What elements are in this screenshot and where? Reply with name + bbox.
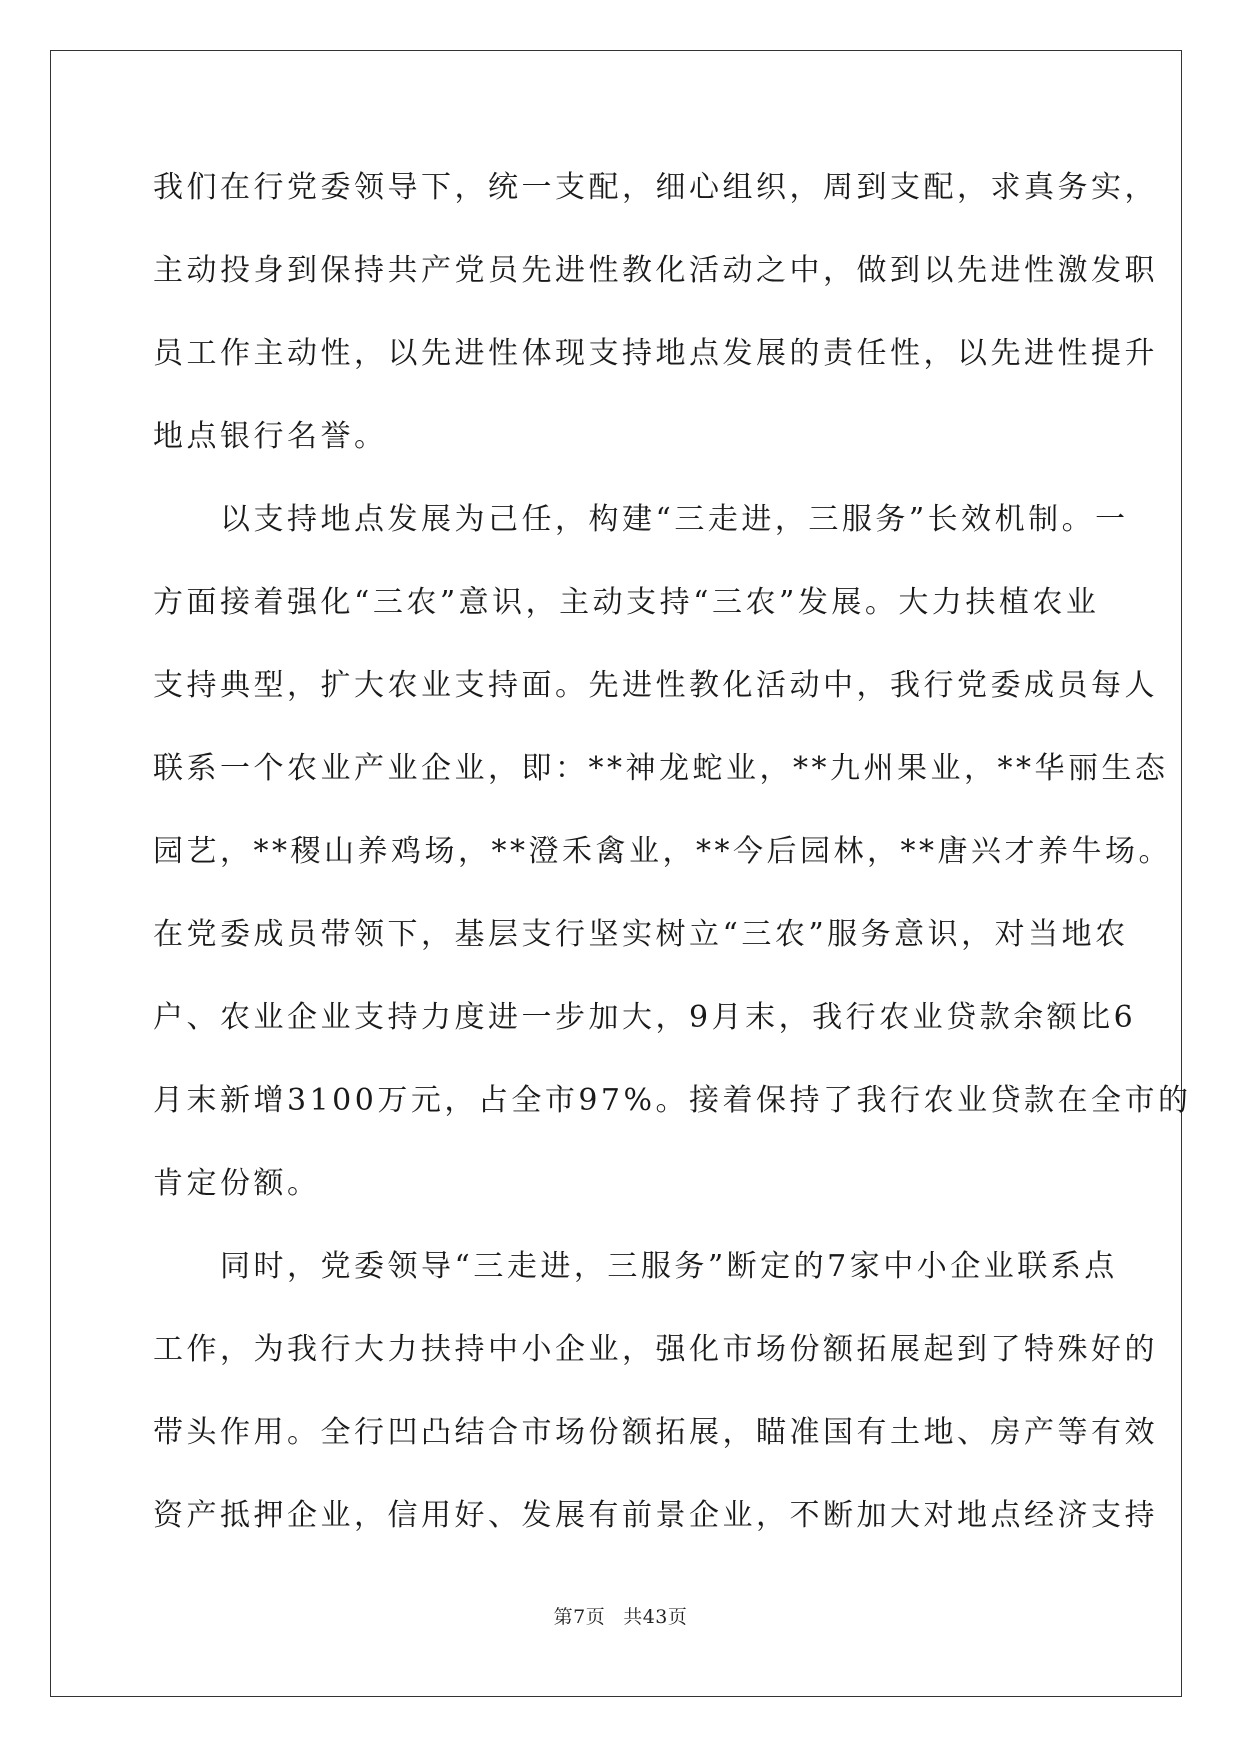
- text-line: 月末新增3100万元，占全市97%。接着保持了我行农业贷款在全市的: [153, 1083, 1192, 1118]
- page-total: 共43页: [623, 1606, 688, 1628]
- text-line: 以支持地点发展为己任，构建“三走进，三服务”长效机制。一: [153, 502, 1129, 537]
- text-line: 在党委成员带领下，基层支行坚实树立“三农”服务意识，对当地农: [153, 917, 1129, 952]
- page-footer: [0, 1602, 1241, 1629]
- text-line: 资产抵押企业，信用好、发展有前景企业，不断加大对地点经济支持: [153, 1498, 1158, 1533]
- text-line: 联系一个农业产业企业，即：**神龙蛇业，**九州果业，**华丽生态: [153, 751, 1169, 786]
- text-line: 同时，党委领导“三走进，三服务”断定的7家中小企业联系点: [153, 1249, 1118, 1284]
- page-number: 第7页: [553, 1606, 606, 1628]
- text-line: 方面接着强化“三农”意识，主动支持“三农”发展。大力扶植农业: [153, 585, 1100, 620]
- text-line: 园艺，**稷山养鸡场，**澄禾禽业，**今后园林，**唐兴才养牛场。: [153, 834, 1172, 869]
- text-line: 工作，为我行大力扶持中小企业，强化市场份额拓展起到了特殊好的: [153, 1332, 1158, 1367]
- text-line: 员工作主动性，以先进性体现支持地点发展的责任性，以先进性提升: [153, 336, 1158, 371]
- text-line: 户、农业企业支持力度进一步加大，9月末，我行农业贷款余额比6: [153, 1000, 1137, 1035]
- text-line: 主动投身到保持共产党员先进性教化活动之中，做到以先进性激发职: [153, 253, 1158, 288]
- text-line: 地点银行名誉。: [153, 419, 388, 454]
- document-body: [153, 168, 1192, 1579]
- text-line: 我们在行党委领导下，统一支配，细心组织，周到支配，求真务实，: [153, 170, 1158, 205]
- text-line: 带头作用。全行凹凸结合市场份额拓展，瞄准国有土地、房产等有效: [153, 1415, 1158, 1450]
- text-line: 支持典型，扩大农业支持面。先进性教化活动中，我行党委成员每人: [153, 668, 1158, 703]
- text-line: 肯定份额。: [153, 1166, 321, 1201]
